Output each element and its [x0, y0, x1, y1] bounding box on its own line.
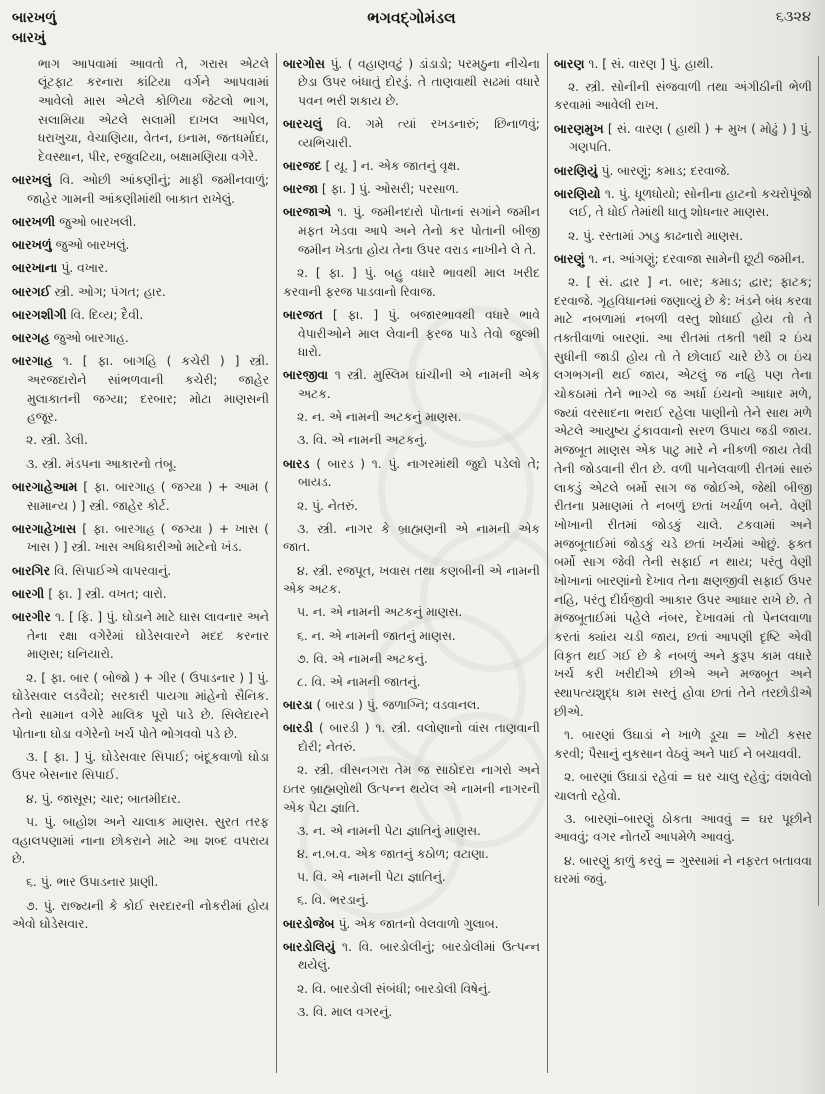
- dictionary-entry: બારગાહેખાસ [ ફા. બારગાહ ( જગ્યા ) + ખાસ ( ખાસ ) ] સ્ત્રી. ખાસ અધિકારીઓ માટેનો ખંડ.: [12, 521, 269, 555]
- dictionary-entry: બારડી ( બારડી ) ૧. સ્ત્રી. વલોણાનો વાંસ તાણવાની દોરી; નેતરું.: [282, 721, 540, 755]
- header-left: [12, 8, 252, 49]
- dictionary-entry: બારજીવા ૧ સ્ત્રી. મુસ્લિમ ઘાંચીની એ નામની એક અટક.: [282, 368, 540, 402]
- sense-item: ૨. પું. નેતરું.: [296, 498, 359, 513]
- sense-item: ૪. પું. જાસૂસ; ચાર; બાતમીદાર.: [26, 791, 182, 806]
- dictionary-entry: બારણિયું પું. બારણું; કમાડ; દરવાજે.: [553, 163, 730, 178]
- dictionary-entry: બારચલું વિ. ગમે ત્યાં રખડનારું; છિનાળવું; વ્યભિચારી.: [282, 117, 540, 150]
- sense-item: ૩. સ્ત્રી. મંડપના આકારનો તંબૂ.: [26, 456, 177, 471]
- headword: બારજત: [282, 307, 323, 322]
- sense-item: ૩. ન. એ નામની પેટા જ્ઞાતિનું માણસ.: [296, 823, 481, 838]
- headword: બારણિયો: [553, 186, 601, 201]
- sense-item: ૨. ન. એ નામની અટકનું માણસ.: [296, 410, 462, 425]
- idiom-item: ૩. બારણાં–બારણું ઠોકતા આવવું = ઘર પૂછીને આવવું; વગર નોતર્યે આપમેળે આવવું.: [553, 811, 812, 845]
- sense-item: ૮. વિ. એ નામની જાતનું.: [296, 675, 421, 690]
- sense-item: ૪. ન.બ.વ. એક જાતનું કઠોળ; વટાણા.: [296, 847, 489, 862]
- dictionary-entry: બારગહ જુઓ બારગાહ.: [12, 331, 129, 346]
- sense-item: ૨. પું. રસ્તામાં ઝાડુ કાઢનારો માણસ.: [567, 228, 743, 243]
- sense-item: ૨. [ સં. દ્વાર ] ન. બાર; કમાડ; દ્વાર; ફાટક; દરવાજે. ગૃહવિધાનમાં જણાવ્યું છે કે: ખંડને બંધ કરવા માટે નબળામાં નબળી વસ્તુ શોધાઈ હોય તો તે તક્તીવાળાં બારણાં. આ રીતમાં તક્તી ૧થી ૨ ઇંચ સુધીની જાડી હોય તો તે છોલાઈ ચારે છેડે ૦ા ઇંચ લગભગની થઈ જાય, એટલું જ નહિ પણ તેના ચોકઠામાં તેને ભાગ્યે જ અર્ધા ઇંચનો આધાર મળે, જ્યાં વરસાદના ભરાઈ રહેલા પાણીનો તેને સાથ મળે એટલે આયુષ્ય ટુંકાવવાનો સરળ ઉપાય જડી જાય. મજબૂત માણસ એક પાટુ મારે ને નીકળી જાય તેવી તેની જોડવાની રીત છે. વળી પાનેલવાળી રીતમાં સારું લાકડું એટલે બર્મો સાગ જ જોઈએ, જેથી બીજી રીતના પ્રમાણમાં તે નબળું છતાં ખર્ચાળ બને. વેણી ખોખાની રીતમાં જોડકું ચાલે. ટકવામાં અને મજબૂતાઈમાં જોડકું ચડે છતાં ખર્ચમાં ઓછું. ફક્ત બર્મો સાગ જેવી તેની સફાઈ ન થાય; પરંતુ વેણી ખોખાનાં બારણાંનો દેખાવ તેના ક્ષણજીવી સફાઈ ઉપર નહિ, પરંતુ દીર્ઘજીવી આકાર ઉપર આધાર રાખે છે. તે મજબૂતાઈમાં પહેલે નંબર, દેખાવમાં તો પેનલવાળા કરતાં ક્યાંય ચડી જાય, છતાં આપણી દૃષ્ટિ એવી વિકૃત થઈ ગઈ છે કે નબળું અને કુરૂપ કામ વધારે ખર્ચ કરી ખરીદીએ છીએ અને મજબૂત અને સ્થાપત્યશુદ્ધ કામ સસ્તું હોવા છતાં તેને તરછોડીએ છીએ.: [553, 274, 812, 719]
- dictionary-entry: બારખાના પું. વખાર.: [12, 261, 109, 276]
- dictionary-entry: બારગિર વિ. સિપાઈએ વાપરવાનું.: [12, 563, 172, 578]
- dictionary-entry: બારગોસ પું. ( વહાણવટું ) ડાંડાડો; પરમઠુના નીચેના છેડા ઉપર બંધાતું દોરડું. તે તાણવાથી સઢમાં વધારે પવન ભરી શકાય છે.: [282, 56, 540, 108]
- sense-item: ૫. ન. એ નામની અટકનું માણસ.: [296, 605, 463, 620]
- dictionary-entry: બારણું ૧. ન. આંગણું; દરવાજા સામેની છૂટી જમીન.: [553, 251, 805, 266]
- dictionary-entry: બારડા ( બારડા ) પું. જળાગ્નિ; વડવાનલ.: [282, 698, 481, 713]
- dictionary-entry: બારખળી જુઓ બારખલી.: [12, 215, 137, 230]
- headword: બારડોલિયું: [282, 939, 336, 954]
- dictionary-entry: બારજાએ ૧. પું. જમીનદારો પોતાનાં સગાંને જમીન મફત ખેડવા આપે અને તેનો કર પોતાની બીજી જમીન ખેડતા હોય તેના ઉપર વરાડ નાખીને લે તે.: [282, 205, 540, 257]
- dictionary-entry: બારજત [ ફા. ] પું. બજારભાવથી વધારે ભાવે વેપારીઓને માલ લેવાની ફરજ પાડે તેવો જુલ્મી ધારો.: [282, 307, 540, 360]
- sense-item: ૬. વિ. ભરડાનું.: [296, 893, 369, 908]
- sense-item: ૪. સ્ત્રી. રજપૂત, ખવાસ તથા કણબીની એ નામની એક અટક.: [282, 563, 540, 597]
- dictionary-entry: બારગઈ સ્ત્રી. ઓગ; પંગત; હાર.: [12, 284, 166, 299]
- headword: બારજદ: [282, 159, 322, 174]
- headword: બારખલું: [12, 173, 52, 188]
- headword: બારગહ: [12, 331, 50, 346]
- column-3: [548, 53, 819, 1073]
- sense-item: ૫. પું. બાહોશ અને ચાલાક માણસ. સુરત તરફ વહાલપણામાં નાના છોકરાને માટે આ શબ્દ વપરાય છે.: [12, 814, 269, 867]
- continuation-paragraph: ભાગ આપવામાં આવતો તે, ગરાસ એટલે લૂંટફાટ કરનારા કાંટિયા વર્ગને આપવામાં આવેલો માસ એટલે કોળિયા જેટલો ભાગ, સલામિયા એટલે સલામી દાખલ આપેલ, ધરાખુચા, વેચાણિયા, વેતન, ઇનામ, જતધર્માદા, દેવસ્થાન, પીર, રજુવટિયા, બક્ષામણિયા વગેરે.: [38, 56, 269, 165]
- sense-item: ૨. [ ફા. ] પું. બહુ વધારે ભાવથી માલ ખરીદ કરવાની ફરજ પાડવાનો રિવાજ.: [282, 265, 540, 299]
- headword: બારણ: [553, 56, 585, 71]
- sense-item: ૨. સ્ત્રી. સોનીની સંજવાળી તથા અંગીઠીની ભેળી કરવામાં આવેલી રાખ.: [553, 79, 812, 113]
- dictionary-entry: બારણ ૧. [ સં. વારણ ] પું. હાથી.: [553, 56, 714, 71]
- headword: બારગિર: [12, 563, 51, 578]
- headword: બારડી: [282, 721, 314, 736]
- headword: બારણિયું: [553, 163, 598, 178]
- sense-item: ૭. વિ. એ નામની અટકનું.: [296, 651, 428, 666]
- dictionary-entry: બારગાહેઆમ [ ફા. બારગાહ ( જગ્યા ) + આમ ( સામાન્ય ) ] સ્ત્રી. જાહેર કોર્ટ.: [12, 479, 269, 513]
- page-header: [0, 0, 825, 49]
- columns-container: [0, 49, 825, 1073]
- headword: બારણમુખ: [553, 121, 604, 136]
- dictionary-entry: બારડોજેબ પું. એક જાતનો વેલવાળો ગુલાબ.: [282, 916, 499, 931]
- dictionary-entry: બારગશીગી વિ. દિવ્ય; દૈવી.: [12, 307, 144, 322]
- sense-item: ૩. [ ફા. ] પું. ઘોડેસવાર સિપાઈ; બંદૂકવાળો ઘોડા ઉપર બેસનાર સિપાઈ.: [12, 749, 269, 783]
- dictionary-entry: બારગી [ ફા. ] સ્ત્રી. વખત; વારો.: [12, 586, 167, 601]
- headword: બારગઈ: [12, 284, 51, 299]
- sense-item: ૬. ન. એ નામની જાતનું માણસ.: [296, 628, 456, 643]
- headword: બારડા: [282, 698, 313, 713]
- sense-item: ૨. સ્ત્રી. ડેલી.: [26, 433, 88, 448]
- column-2: [277, 53, 548, 1073]
- headword: બારખળી: [12, 215, 56, 230]
- dictionary-entry: બારખલું વિ. ઓછી આંકણીનું; માફી જમીનવાળું; જાહેર ગામની આંકણીમાંથી બાકાત રાખેલું.: [12, 173, 269, 206]
- sense-item: ૩. વિ. માલ વગરનું.: [296, 1004, 393, 1019]
- dictionary-entry: બારડ ( બારડ ) ૧. પું. નાગરમાંથી જુદો પડેલો તે; બાયડ.: [282, 456, 540, 490]
- sense-item: ૭. પું. રાજ્યની કે કોઈ સરદારની નોકરીમાં હોય એવો ઘોડેસવાર.: [12, 898, 269, 932]
- sense-item: ૩. સ્ત્રી. નાગર કે બ્રાહ્મણની એ નામની એક જાત.: [282, 521, 540, 555]
- headword: બારગી: [12, 586, 45, 601]
- column-1: [6, 53, 277, 1073]
- headword: બારગશીગી: [12, 307, 67, 322]
- dictionary-entry: બારણિયો ૧. પું. ધૂળધોયો; સોનીના હાટનો કચરોપૂંજો લઈ, તે ધોઈ તેમાંથી ધાતુ શોધનાર માણસ.: [553, 186, 812, 220]
- dictionary-entry: બારખળું જુઓ બારખલું.: [12, 238, 130, 253]
- book-title: ભગવદ્ગોમંડલ: [367, 9, 456, 27]
- headword: બારડ: [282, 456, 310, 471]
- headword: બારજાએ: [282, 205, 332, 220]
- headword: બારગાહેખાસ: [12, 521, 77, 536]
- idiom-item: ૨. બારણાં ઉઘાડાં રહેવાં = ઘર ચાલુ રહેવું; વંશવેલો ચાલતો રહેવો.: [553, 769, 812, 803]
- continued-headword: બારખું: [12, 30, 46, 47]
- headword: બારજીવા: [282, 368, 329, 383]
- sense-item: ૨. વિ. બારડોલી સંબંધી; બારડોલી વિષેનું.: [296, 981, 492, 996]
- sense-item: ૨. સ્ત્રી. વીસનગરા તેમ જ સાઠોદરા નાગરો અને ઇતર બ્રાહ્મણોથી ઉત્પન્ન થયેલ એ નામની નાગરની એક પેટા જ્ઞાતિ.: [282, 763, 540, 815]
- sense-item: ૨. [ ફા. બાર ( બોજો ) + ગીર ( ઉપાડનાર ) ] પું. ઘોડેસવાર લડવૈયો; સરકારી પાયગા માંહેનો સૈનિક. તેનો સામાન વગેરે માલિક પૂરો પાડે છે. સિલેદારને પોતાના ઘોડા વગેરેનો ખર્ચ પોતે ભોગવવો પડે છે.: [12, 670, 269, 741]
- headword: બારગાહ: [12, 354, 53, 369]
- headword: બારચલું: [282, 117, 323, 132]
- headword: બારગોસ: [282, 56, 326, 71]
- page-number: ૬૩૨૪: [775, 9, 811, 25]
- headword: બારખાના: [12, 261, 58, 276]
- running-head: બારખળું: [12, 10, 57, 26]
- idiom-item: ૪. બારણું કાળું કરવું = ગુસ્સામાં ને નફરત બતાવવા ઘરમાં જવું.: [553, 853, 812, 887]
- headword: બારડોજેબ: [282, 916, 335, 931]
- headword: બારગાહેઆમ: [12, 479, 78, 494]
- idiom-item: ૧. બારણાં ઉઘાડાં ને ખાળે ડૂચા = ખોટી કસર કરવી; પૈસાનું નુકસાન વેઠવું અને પાઈ ને બચાવવી.: [553, 727, 812, 761]
- dictionary-entry: બારડોલિયું ૧. વિ. બારડોલીનું; બારડોલીમાં ઉત્પન્ન થયેલું.: [282, 939, 540, 973]
- headword: બારણું: [553, 251, 585, 266]
- sense-item: ૫. વિ. એ નામની પેટા જ્ઞાતિનું.: [296, 870, 446, 885]
- dictionary-entry: બારજા [ ફા. ] પું. ઓસરી; પરસાળ.: [282, 182, 460, 197]
- headword: બારજા: [282, 182, 319, 197]
- sense-item: ૩. વિ. એ નામની અટકનું.: [296, 433, 428, 448]
- sense-item: ૬. પું. ભાર ઉપાડનાર પ્રાણી.: [26, 875, 159, 890]
- headword: બારગીર: [12, 609, 51, 624]
- dictionary-entry: બારગીર ૧. [ ફિ. ] પું. ઘોડાને માટે ઘાસ લાવનાર અને તેના રક્ષા વગેરેમાં ઘોડેસવારને મદદ કરનાર માણસ; ઘનિયારો.: [12, 609, 269, 662]
- dictionary-entry: બારજદ [ યૂ. ] ન. એક જાતનું વૃક્ષ.: [282, 159, 461, 174]
- headword: બારખળું: [12, 238, 52, 253]
- dictionary-entry: બારણમુખ [ સં. વારણ ( હાથી ) + મુખ ( મોઢું ) ] પું. ગણપતિ.: [553, 121, 812, 155]
- dictionary-entry: બારગાહ ૧. [ ફા. બાગહિ ( કચેરી ) ] સ્ત્રી. અરજદારોને સાંભળવાની કચેરી; જાહેર મુલાકાતની જગ્યા; દરબાર; મોટા માણસની હજૂર.: [12, 354, 269, 425]
